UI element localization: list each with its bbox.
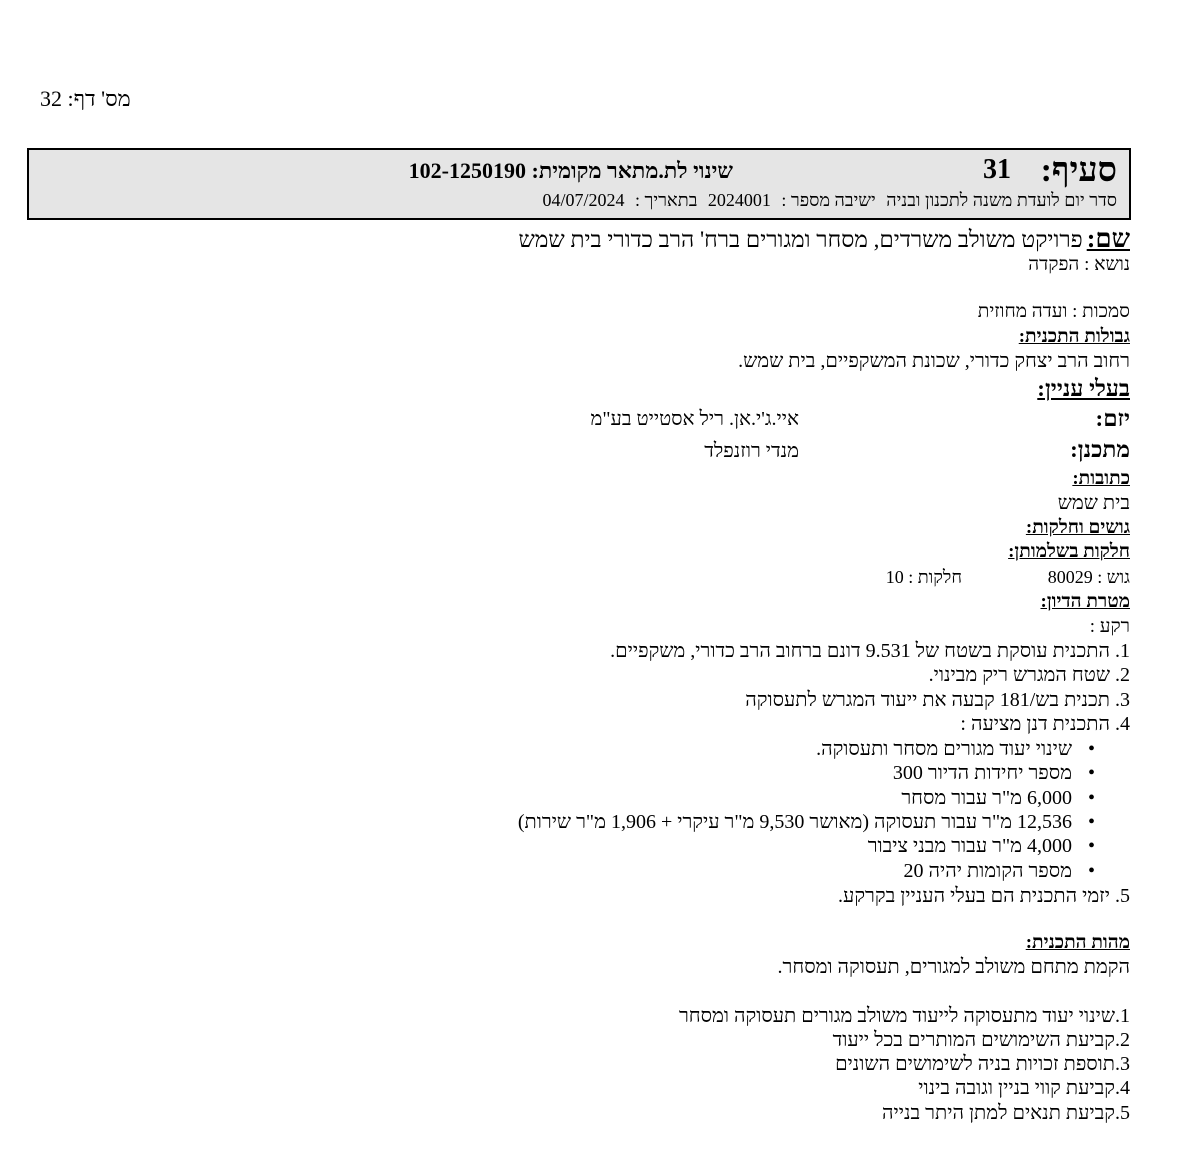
planner-label: מתכנן: [1070, 437, 1130, 462]
proposal-bullet-text: מספר יחידות הדיור 300 [892, 762, 1072, 784]
lot-numbers: חלקות : 10 [885, 567, 962, 587]
essence-item: 3.תוספת זכויות בניה לשימושים השונים [835, 1053, 1130, 1075]
bullet-icon: • [1087, 860, 1095, 882]
session-date: 04/07/2024 [542, 190, 625, 210]
discussion-item: 2. שטח המגרש ריק מבינוי. [928, 664, 1130, 686]
parcels-heading: גושים וחלקות: [1025, 517, 1130, 538]
proposal-bullet-text: 6,000 מ"ר עבור מסחר [901, 787, 1072, 809]
page-number-value: 32 [40, 86, 62, 111]
boundaries-heading: גבולות התכנית: [1018, 326, 1130, 347]
bullet-icon: • [1087, 787, 1095, 809]
plan-title [409, 158, 733, 184]
section-label: סעיף: [1040, 152, 1117, 189]
plan-name-label: שם: [1086, 224, 1130, 253]
proposal-bullet-text: 12,536 מ"ר עבור תעסוקה (מאושר 9,530 מ"ר עיקרי + 1,906 מ"ר שירות) [517, 811, 1072, 833]
initiator-label: יזם: [1095, 406, 1130, 431]
plan-name-value: פרויקט משולב משרדים, מסחר ומגורים ברח' הרב כדורי בית שמש [518, 227, 1083, 252]
section-header-box [27, 148, 1131, 220]
essence-item: 1.שינוי יעוד מתעסוקה לייעוד משולב מגורים תעסוקה ומסחר [678, 1005, 1130, 1027]
session-line [537, 190, 1118, 211]
proposal-bullet-text: מספר הקומות יהיה 20 [903, 860, 1072, 882]
stakeholders-heading: בעלי עניין: [1037, 376, 1130, 401]
essence-item: 4.קביעת קווי בניין וגובה בינוי [918, 1077, 1130, 1099]
section-number: 31 [983, 154, 1011, 185]
proposal-bullet-text: שינוי יעוד מגורים מסחר ותעסוקה. [816, 738, 1072, 760]
plan-change-label: שינוי לת.מתאר מקומית: [531, 158, 733, 183]
full-parcels-heading: חלקות בשלמותן: [1008, 541, 1130, 562]
session-number: 2024001 [707, 190, 771, 210]
proposal-bullet [868, 835, 1095, 858]
agenda-text: סדר יום לועדת משנה לתכנון ובניה [886, 190, 1117, 210]
addresses-text: בית שמש [1057, 492, 1130, 514]
addresses-heading: כתובות: [1072, 468, 1130, 489]
background-label: רקע : [1089, 616, 1130, 637]
discussion-item: 4. התכנית דנן מציעה : [960, 713, 1130, 735]
proposal-bullet-text: 4,000 מ"ר עבור מבני ציבור [867, 835, 1072, 857]
date-label: בתאריך : [635, 190, 698, 210]
essence-item: 2.קביעת השימושים המותרים בכל ייעוד [832, 1029, 1130, 1051]
discussion-heading: מטרת הדיון: [1040, 591, 1130, 612]
initiator-value: איי.ג'י.אן. ריל אסטייט בע"מ [590, 408, 799, 430]
page-number-label: מס' דף [73, 86, 131, 111]
plan-number: 102-1250190 [408, 158, 526, 183]
essence-heading: מהות התכנית: [1025, 932, 1130, 953]
proposal-bullet [893, 762, 1095, 785]
subject: נושא : הפקדה [1028, 254, 1130, 275]
essence-item: 5.קביעת תנאים למתן היתר בנייה [882, 1102, 1130, 1124]
bullet-icon: • [1087, 835, 1095, 857]
discussion-item: 5. יזמי התכנית הם בעלי העניין בקרקע. [838, 885, 1130, 907]
proposal-bullet [816, 738, 1095, 761]
discussion-item: 3. תכנית בש/181 קבעה את ייעוד המגרש לתעסוקה [745, 689, 1130, 711]
proposal-bullet [903, 860, 1095, 883]
session-label: ישיבה מספר : [781, 190, 876, 210]
plan-name [519, 224, 1130, 254]
authority: סמכות : ועדה מחוזית [977, 301, 1130, 322]
boundaries-text: רחוב הרב יצחק כדורי, שכונת המשקפיים, בית שמש. [738, 350, 1130, 372]
proposal-bullet [518, 811, 1095, 834]
bullet-icon: • [1087, 738, 1095, 760]
bullet-icon: • [1087, 762, 1095, 784]
essence-text: הקמת מתחם משולב למגורים, תעסוקה ומסחר. [777, 956, 1130, 978]
block-number: גוש : 80029 [1047, 567, 1130, 587]
discussion-item: 1. התכנית עוסקת בשטח של 9.531 דונם ברחוב הרב כדורי, משקפיים. [610, 640, 1130, 662]
proposal-bullet [901, 787, 1095, 810]
bullet-icon: • [1087, 811, 1095, 833]
planner-value: מנדי רוזנפלד [704, 440, 799, 462]
page-number: מס' דף: 32 [40, 86, 131, 111]
